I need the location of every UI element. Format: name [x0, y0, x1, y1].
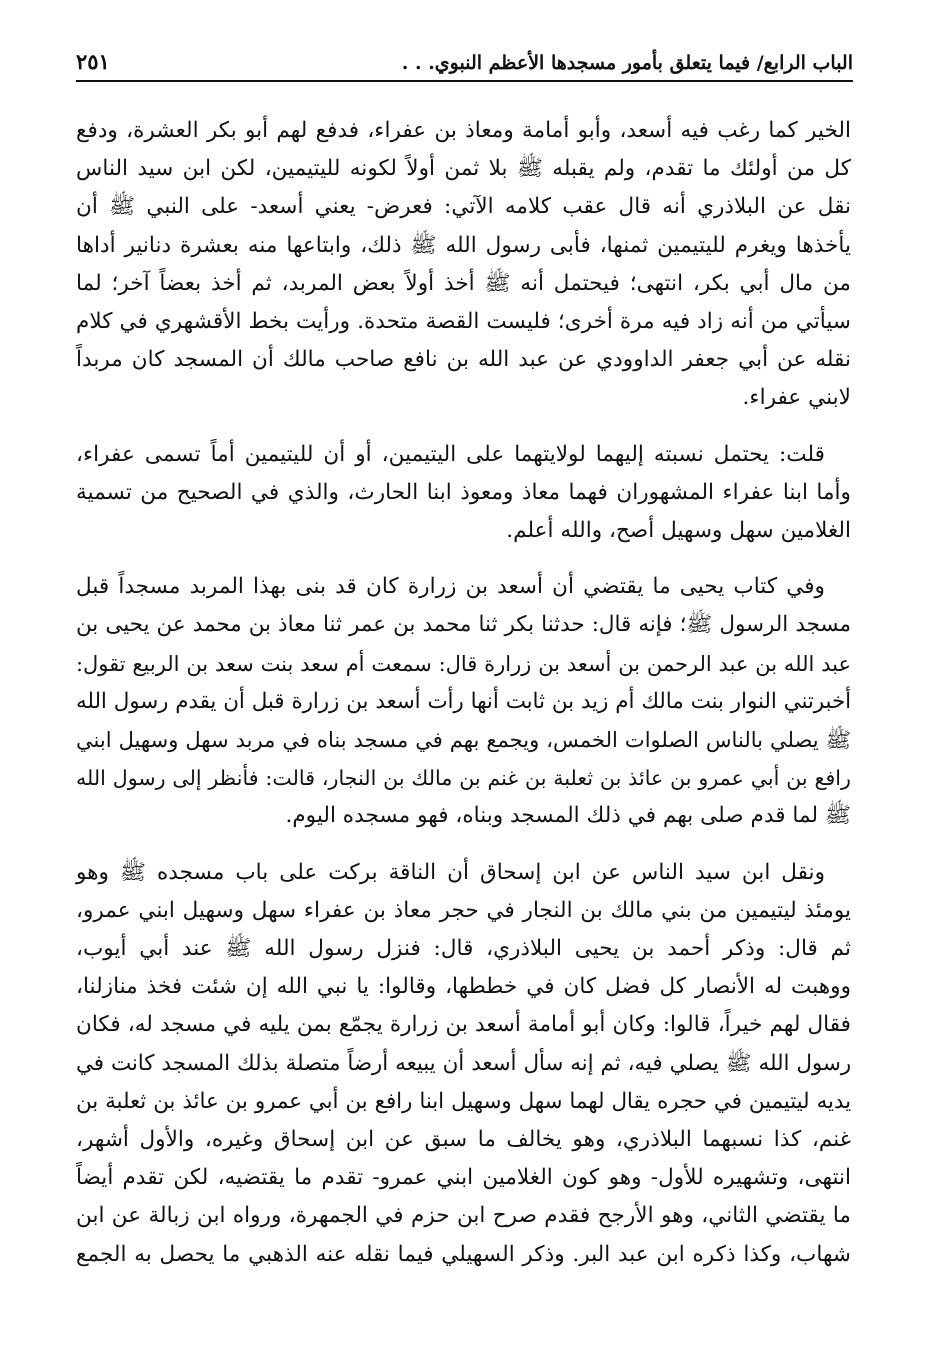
- page-header: [76, 44, 853, 74]
- text-line: انتهى، وتشهيره للأول- وهو كون الغلامين ابني عمرو- تقدم ما يقتضيه، لكن تقدم أيضاً: [76, 1165, 851, 1191]
- body-text: [76, 112, 851, 1282]
- paragraph-3: [76, 568, 851, 835]
- text-line: يومئذ ليتيمين من بني مالك بن النجار في حجر معاذ بن عفراء سهل وسهيل ابني عمرو،: [76, 897, 851, 923]
- text-line: لابني عفراء.: [742, 385, 851, 411]
- text-line: عبد الله بن عبد الرحمن بن أسعد بن زرارة قال: سمعت أم سعد بنت سعد بن الربيع تقول:: [76, 651, 851, 676]
- running-title: الباب الرابع/ فيما يتعلق بأمور مسجدها الأعظم النبوي. . .: [401, 52, 853, 74]
- text-line: غنم، كذا نسبهما البلاذري، وهو يخالف ما سبق عن ابن إسحاق وغيره، والأول أشهر،: [76, 1127, 851, 1153]
- text-line: وأما ابنا عفراء المشهوران فهما معاذ ومعوذ ابنا الحارث، والذي في الصحيح من تسمية: [76, 479, 851, 505]
- text-line: ما يقتضي الثاني، وهو الأرجح فقدم صرح ابن حزم في الجمهرة، ورواه ابن زبالة عن ابن: [76, 1203, 851, 1229]
- text-line: رافع بن أبي عمرو بن عائذ بن ثعلبة بن غنم بن مالك بن النجار، قالت: فأنظر إلى رسول الله: [76, 766, 851, 791]
- text-line: الغلامين سهل وسهيل أصح، والله أعلم.: [506, 518, 851, 544]
- header-rule: [76, 80, 853, 82]
- text-line: رسول الله ﷺ يصلي فيه، ثم إنه سأل أسعد أن يبيعه أرضاً متصلة بذلك المسجد كانت في: [76, 1050, 851, 1076]
- text-line: مسجد الرسول ﷺ؛ فإنه قال: حدثنا بكر ثنا محمد بن عمر ثنا معاذ بن محمد عن يحيى بن: [76, 612, 851, 638]
- text-line: ووهبت له الأنصار كل فضل كان في خططها، وقالوا: يا نبي الله إن شئت فخذ منازلنا،: [76, 974, 851, 1000]
- text-line: نقله عن أبي جعفر الداوودي عن عبد الله بن نافع صاحب مالك أن المسجد كان مربداً: [76, 347, 851, 373]
- text-line: ثم قال: وذكر أحمد بن يحيى البلاذري، قال: فنزل رسول الله ﷺ عند أبي أيوب،: [76, 936, 851, 962]
- text-line: قلت: يحتمل نسبته إليهما لولايتهما على اليتيمين، أو أن لليتيمين أماً تسمى عفراء،: [76, 441, 825, 467]
- text-line: سيأتي من أنه زاد فيه مرة أخرى؛ فليست القصة متحدة. ورأيت بخط الأقشهري في كلام: [76, 309, 851, 335]
- page-number: ٢٥١: [76, 49, 110, 74]
- text-line: فقال لهم خيراً، قالوا: وكان أبو أمامة أسعد بن زرارة يجمّع بمن يليه في مسجد له، فكان: [76, 1012, 851, 1038]
- text-line: شهاب، وكذا ذكره ابن عبد البر. وذكر السهيلي فيما نقله عنه الذهبي ما يحصل به الجمع: [76, 1241, 851, 1267]
- text-line: يأخذها ويغرم لليتيمين ثمنها، فأبى رسول الله ﷺ ذلك، وابتاعها منه بعشرة دنانير أداها: [76, 232, 851, 258]
- text-line: أخبرتني النوار بنت مالك أم زيد بن ثابت أنها رأت أسعد بن زرارة قبل أن يقدم رسول الله: [76, 688, 851, 714]
- text-line: من مال أبي بكر، انتهى؛ فيحتمل أنه ﷺ أخذ أولاً بعض المربد، ثم أخذ بعضاً آخر؛ لما: [76, 270, 851, 296]
- text-line: كل من أولئك ما تقدم، ولم يقبله ﷺ بلا ثمن أولاً لكونه لليتيمين، لكن ابن سيد الناس: [76, 156, 851, 182]
- paragraph-1: [76, 112, 851, 418]
- paragraph-2: [76, 436, 851, 551]
- text-line: ﷺ يصلي بالناس الصلوات الخمس، ويجمع بهم في مسجد بناه في مربد سهل وسهيل ابني: [76, 727, 851, 753]
- text-line: الخير كما رغب فيه أسعد، وأبو أمامة ومعاذ بن عفراء، فدفع لهم أبو بكر العشرة، ودفع: [76, 118, 851, 143]
- text-line: نقل عن البلاذري أنه قال عقب كلامه الآتي: فعرض- يعني أسعد- على النبي ﷺ أن: [76, 194, 851, 220]
- text-line: ونقل ابن سيد الناس عن ابن إسحاق أن الناقة بركت على باب مسجده ﷺ وهو: [76, 859, 825, 885]
- text-line: وفي كتاب يحيى ما يقتضي أن أسعد بن زرارة كان قد بنى بهذا المربد مسجداً قبل: [76, 574, 825, 600]
- paragraph-4: [76, 854, 851, 1274]
- text-line: ﷺ لما قدم صلى بهم في ذلك المسجد وبناه، فهو مسجده اليوم.: [285, 803, 851, 829]
- text-line: يديه ليتيمين في حجره يقال لهما سهل وسهيل ابنا رافع بن أبي عمرو بن عائذ بن ثعلبة بن: [76, 1088, 851, 1114]
